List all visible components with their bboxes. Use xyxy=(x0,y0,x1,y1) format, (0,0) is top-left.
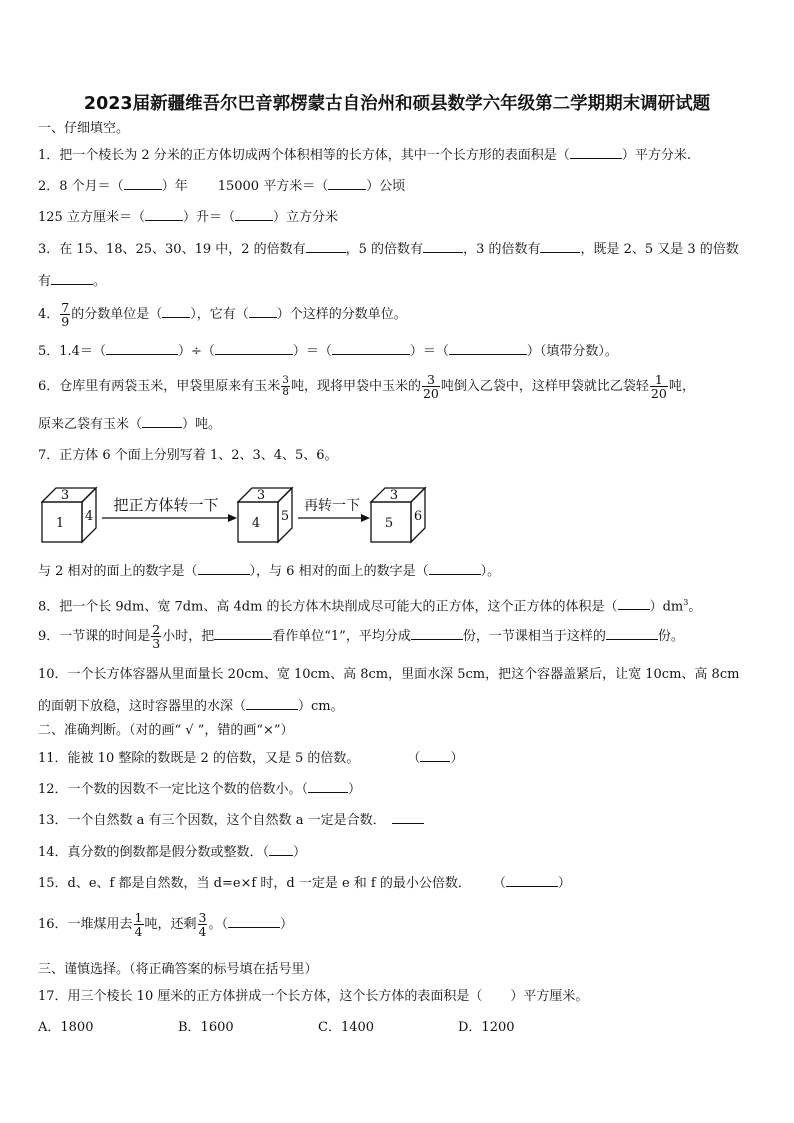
q7b-text-b: ），与 6 相对的面上的数字是（ xyxy=(249,564,429,579)
q7b-text-c: ）。 xyxy=(480,564,501,579)
q3-blank-3[interactable] xyxy=(540,240,580,253)
question-14 xyxy=(38,843,306,862)
q6b-text-a: 原来乙袋有玉米（ xyxy=(38,417,143,432)
q9-fraction xyxy=(151,623,161,650)
question-1 xyxy=(38,146,691,165)
q7b-blank-1[interactable] xyxy=(198,562,250,575)
q9-text-d: 份，一节课相当于这样的 xyxy=(462,629,606,644)
q17-option-d[interactable]: D．1200 xyxy=(458,1020,515,1035)
section-heading-choice: 三、谨慎选择。（将正确答案的标号填在括号里） xyxy=(38,962,318,977)
question-10-continued xyxy=(38,697,344,716)
q6b-blank[interactable] xyxy=(142,415,182,428)
q3-text-d: ，既是 2、5 又是 3 的倍数 xyxy=(580,242,739,257)
section-heading-fill: 一、仔细填空。 xyxy=(38,121,130,136)
q16-f1-numerator: 1 xyxy=(134,910,143,925)
q8-blank[interactable] xyxy=(618,597,650,610)
q14-blank[interactable] xyxy=(269,843,293,856)
q6-text-a: 6．仓库里有两袋玉米，甲袋里原来有玉米 xyxy=(38,379,281,394)
q6-fraction-1 xyxy=(281,375,290,398)
section-heading-judge: 二、准确判断。（对的画“ √ ”，错的画“×”） xyxy=(38,723,294,738)
question-3-continued xyxy=(38,272,106,291)
q11-paren-close: ） xyxy=(450,751,464,766)
question-16 xyxy=(38,908,293,942)
q9-blank-3[interactable] xyxy=(606,627,658,640)
q5-blank-2[interactable] xyxy=(215,342,293,355)
q16-text-b: 吨，还剩 xyxy=(144,917,197,932)
q2-blank-2[interactable] xyxy=(328,177,366,190)
question-6-continued xyxy=(38,415,221,434)
q2-text-a: 2．8 个月＝（ xyxy=(38,179,124,194)
q4-blank-1[interactable] xyxy=(162,305,190,318)
q16-text-c: 。（ xyxy=(208,917,228,932)
q6-f2-denominator: 20 xyxy=(422,386,439,401)
arrow-2-head xyxy=(361,514,370,522)
cube-2-front: 4 xyxy=(251,516,261,531)
cube-figure-svg xyxy=(38,480,438,550)
q6-fraction-2 xyxy=(422,373,440,400)
q4-text-a: 的分数单位是（ xyxy=(71,307,163,322)
q17-option-a[interactable]: A．1800 xyxy=(38,1020,94,1035)
q6-text-c: 吨倒入乙袋中，这样甲袋就比乙袋轻 xyxy=(440,379,649,394)
q9-text-b: 小时，把 xyxy=(162,629,215,644)
q6-f1-denominator: 8 xyxy=(282,386,289,398)
q3-text-b: ，5 的倍数有 xyxy=(345,242,424,257)
q9-blank-2[interactable] xyxy=(411,627,463,640)
q5-blank-1[interactable] xyxy=(106,342,178,355)
question-3 xyxy=(38,240,739,259)
q9-blank-1[interactable] xyxy=(214,627,272,640)
cube-3-front: 5 xyxy=(384,516,394,531)
q9-fraction-numerator: 2 xyxy=(152,622,161,637)
q15-paren-open: （ xyxy=(492,876,506,891)
question-8 xyxy=(38,594,701,616)
q2b-blank-1[interactable] xyxy=(145,208,183,221)
q10b-text-a: 的面朝下放稳，这时容器里的水深（ xyxy=(38,699,247,714)
q6-f2-numerator: 3 xyxy=(422,373,440,387)
q2b-blank-2[interactable] xyxy=(235,208,273,221)
q5-text-c: ）＝（ xyxy=(292,344,332,359)
question-7: 7．正方体 6 个面上分别写着 1、2、3、4、5、6。 xyxy=(38,448,338,463)
q5-text-b: ）÷（ xyxy=(177,344,215,359)
q3b-text-b: 。 xyxy=(93,274,107,289)
cube-1-side: 4 xyxy=(84,509,94,524)
question-12 xyxy=(38,780,361,799)
q8-superscript: 3 xyxy=(683,598,689,607)
q7b-text-a: 与 2 相对的面上的数字是（ xyxy=(38,564,198,579)
q5-blank-3[interactable] xyxy=(332,342,410,355)
cube-2-side: 5 xyxy=(280,509,290,524)
question-11 xyxy=(38,749,463,768)
q4-text-c: ）个这样的分数单位。 xyxy=(276,307,407,322)
q16-fraction-2 xyxy=(198,911,208,938)
q2b-text-a: 125 立方厘米＝（ xyxy=(38,210,145,225)
q3b-text-a: 有 xyxy=(38,274,52,289)
cube-2-top: 3 xyxy=(256,488,266,503)
page-title: 2023届新疆维吾尔巴音郭楞蒙古自治州和硕县数学六年级第二学期期末调研试题 xyxy=(83,94,711,114)
q4-text-b: ），它有（ xyxy=(190,307,249,322)
q14-text-b: ） xyxy=(293,845,307,860)
q10b-blank[interactable] xyxy=(246,697,298,710)
cube-rotation-figure xyxy=(38,480,438,550)
cube-3-side: 6 xyxy=(413,509,423,524)
question-9 xyxy=(38,620,684,654)
q4-number: 4． xyxy=(38,307,60,322)
q14-text-a: 14．真分数的倒数都是假分数或整数．（ xyxy=(38,845,270,860)
q6-f3-numerator: 1 xyxy=(650,373,668,387)
q9-text-c: 看作单位“1”，平均分成 xyxy=(272,629,411,644)
question-13 xyxy=(38,811,424,830)
q15-blank[interactable] xyxy=(506,874,558,887)
question-15 xyxy=(38,874,571,893)
question-2 xyxy=(38,177,405,196)
q3-text-a: 3．在 15、18、25、30、19 中，2 的倍数有 xyxy=(38,242,306,257)
q17-option-b[interactable]: B．1600 xyxy=(178,1020,234,1035)
q1-text-a: 1．把一个棱长为 2 分米的正方体切成两个体积相等的长方体，其中一个长方形的表面积是（ xyxy=(38,148,570,163)
question-5 xyxy=(38,342,618,361)
q13-text-a: 13．一个自然数 a 有三个因数，这个自然数 a 一定是合数． xyxy=(38,813,386,828)
q9-text-a: 9．一节课的时间是 xyxy=(38,629,151,644)
arrow-1-head xyxy=(228,514,237,522)
q11-paren-open: （ xyxy=(407,751,421,766)
q6-text-d: 吨， xyxy=(668,379,695,394)
q7b-blank-2[interactable] xyxy=(429,562,481,575)
q5-text-e: ）（填带分数）。 xyxy=(526,344,618,359)
q16-f1-denominator: 4 xyxy=(134,924,143,939)
q17-text-a: 17．用三个棱长 10 厘米的正方体拼成一个长方体，这个长方体的表面积是（ xyxy=(38,989,483,1004)
q8-text-a: 8．把一个长 9dm、宽 7dm、高 4dm 的长方体木块削成尽可能大的正方体，这个正方体的体积是（ xyxy=(38,599,618,615)
q11-text-a: 11．能被 10 整除的数既是 2 的倍数，又是 5 的倍数。 xyxy=(38,751,360,766)
q8-text-c: 。 xyxy=(688,599,702,615)
question-4 xyxy=(38,300,407,330)
q12-text-a: 12．一个数的因数不一定比这个数的倍数小。（ xyxy=(38,782,309,797)
cube-1-front: 1 xyxy=(55,516,65,531)
question-17-options xyxy=(38,1019,598,1037)
q16-blank[interactable] xyxy=(228,915,280,928)
arrow-1-label: 把正方体转一下 xyxy=(113,496,219,514)
q1-text-b: ）平方分米. xyxy=(621,148,691,163)
q16-text-d: ） xyxy=(279,917,293,932)
q5-text-d: ）＝（ xyxy=(409,344,449,359)
q5-text-a: 5．1.4＝（ xyxy=(38,344,106,359)
q16-f2-numerator: 3 xyxy=(198,910,207,925)
q2-text-b: ）年 xyxy=(161,179,188,194)
q9-text-e: 份。 xyxy=(657,629,684,644)
arrow-2-label: 再转一下 xyxy=(304,498,360,514)
q2b-text-b: ）升＝（ xyxy=(182,210,235,225)
q6b-text-b: ）吨。 xyxy=(182,417,222,432)
q10b-text-b: ）cm。 xyxy=(298,699,344,714)
q3b-blank[interactable] xyxy=(51,272,93,285)
q16-text-a: 16．一堆煤用去 xyxy=(38,917,133,932)
q6-fraction-3 xyxy=(650,373,668,400)
q4-blank-2[interactable] xyxy=(249,305,277,318)
cube-1-top: 3 xyxy=(60,488,70,503)
q2-blank-1[interactable] xyxy=(124,177,162,190)
q8-text-b: ）dm xyxy=(649,599,684,615)
question-7-answer xyxy=(38,562,500,581)
q4-fraction xyxy=(60,301,70,328)
q2-text-d: ）公顷 xyxy=(366,179,406,194)
q15-text-a: 15．d、e、f 都是自然数，当 d=e×f 时，d 一定是 e 和 f 的最小公倍数． xyxy=(38,876,471,891)
q16-f2-denominator: 4 xyxy=(198,924,207,939)
q2b-text-c: ）立方分米 xyxy=(272,210,338,225)
q9-fraction-denominator: 3 xyxy=(152,636,161,651)
question-17 xyxy=(38,988,588,1006)
q6-f1-numerator: 3 xyxy=(282,374,289,386)
q11-blank[interactable] xyxy=(420,749,450,762)
q13-blank[interactable] xyxy=(392,811,424,824)
q6-text-b: 吨，现将甲袋中玉米的 xyxy=(290,379,421,394)
q4-fraction-numerator: 7 xyxy=(61,300,70,315)
q17-text-b: ）平方厘米。 xyxy=(510,989,589,1004)
q3-text-c: ，3 的倍数有 xyxy=(463,242,541,257)
q2-text-c: 15000 平方米＝（ xyxy=(217,179,329,194)
q4-fraction-denominator: 9 xyxy=(61,314,70,329)
q15-paren-close: ） xyxy=(557,876,571,891)
q12-blank[interactable] xyxy=(308,780,348,793)
q6-f3-denominator: 20 xyxy=(650,386,667,401)
q1-blank[interactable] xyxy=(570,146,622,159)
question-10: 10．一个长方体容器从里面量长 20cm、宽 10cm、高 8cm，里面水深 5cm，把这个容器盖紧后，让宽 10cm、高 8cm xyxy=(38,667,740,682)
question-6 xyxy=(38,370,695,404)
q16-fraction-1 xyxy=(134,911,144,938)
question-2-continued xyxy=(38,208,338,227)
q17-option-c[interactable]: C．1400 xyxy=(318,1020,375,1035)
q3-blank-1[interactable] xyxy=(306,240,346,253)
cube-3-top: 3 xyxy=(389,488,399,503)
q3-blank-2[interactable] xyxy=(423,240,463,253)
q12-text-b: ） xyxy=(348,782,362,797)
q5-blank-4[interactable] xyxy=(449,342,527,355)
